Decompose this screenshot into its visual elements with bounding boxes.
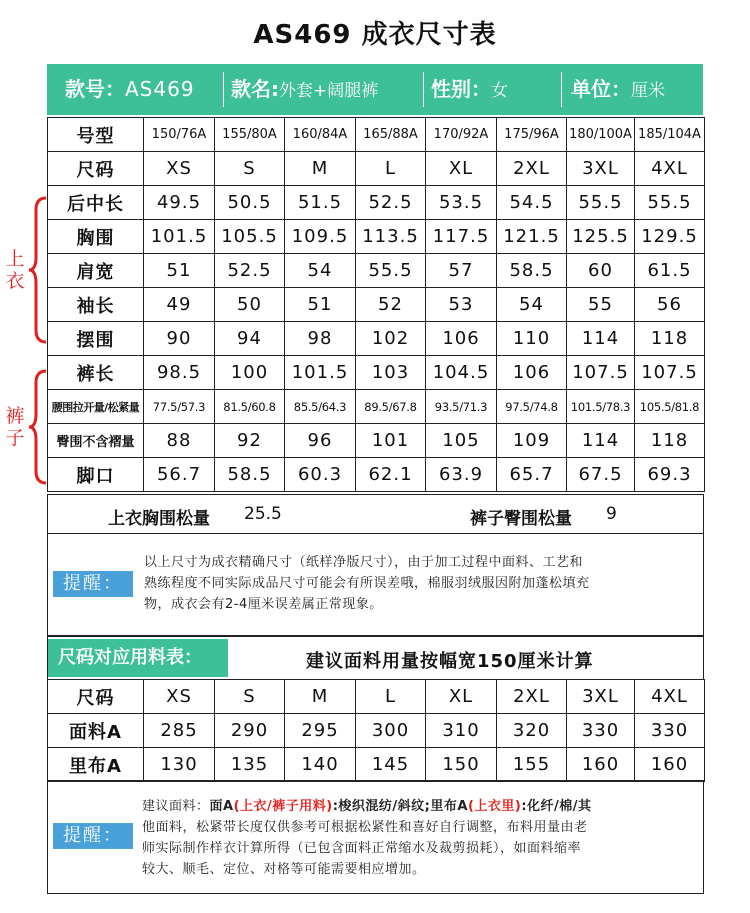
size-cell: 88	[144, 424, 215, 458]
fabric-row	[48, 748, 705, 782]
size-cell: 118	[635, 424, 705, 458]
unit-value: 厘米	[631, 81, 665, 101]
fabric-cell: 2XL	[497, 680, 567, 714]
fabric-cell: 320	[497, 714, 567, 748]
fabric-cell: M	[285, 680, 356, 714]
size-row	[48, 322, 705, 356]
fabric-cell: 330	[567, 714, 635, 748]
row-label: 肩宽	[48, 254, 144, 288]
size-cell: 101.5	[285, 356, 356, 390]
size-cell: 49	[144, 288, 215, 322]
row-label: 后中长	[48, 186, 144, 220]
text-span: 建议面料：	[142, 799, 210, 814]
fabric-note: 建议面料用量按幅宽150厘米计算	[306, 651, 594, 672]
size-cell: 93.5/71.3	[426, 390, 497, 424]
pants-ease-label: 裤子臀围松量	[470, 509, 572, 529]
size-cell: 105	[426, 424, 497, 458]
style-number-label: 款号：	[65, 77, 125, 101]
size-cell: 58.5	[215, 458, 285, 492]
top-ease-label: 上衣胸围松量	[108, 509, 210, 529]
size-row	[48, 458, 705, 492]
unit	[571, 64, 665, 115]
fabric-cell: 135	[215, 748, 285, 782]
row-label: 脚口	[48, 458, 144, 492]
style-name	[231, 64, 378, 115]
size-cell: 53	[426, 288, 497, 322]
fabric-cell: 285	[144, 714, 215, 748]
reminder-text-2	[142, 796, 702, 880]
size-cell: 97.5/74.8	[497, 390, 567, 424]
fabric-cell: S	[215, 680, 285, 714]
size-cell: 98	[285, 322, 356, 356]
size-cell: 52	[356, 288, 426, 322]
size-cell: 52.5	[215, 254, 285, 288]
size-cell: 121.5	[497, 220, 567, 254]
pants-brace	[28, 368, 48, 486]
size-cell: 175/96A	[497, 118, 567, 152]
size-cell: 2XL	[497, 152, 567, 186]
text-span: 面A	[209, 799, 234, 814]
size-cell: 81.5/60.8	[215, 390, 285, 424]
reminder-line: 物，成衣会有2-4厘米误差属正常现象。	[144, 597, 383, 612]
fabric-cell: XS	[144, 680, 215, 714]
size-cell: L	[356, 152, 426, 186]
row-label: 尺码	[48, 152, 144, 186]
gender-value: 女	[491, 81, 508, 101]
pants-side-label: 裤 子	[5, 405, 25, 449]
size-cell: 113.5	[356, 220, 426, 254]
row-label: 里布A	[48, 748, 144, 782]
gender-label: 性别：	[431, 77, 491, 101]
size-cell: 3XL	[567, 152, 635, 186]
size-cell: 89.5/67.8	[356, 390, 426, 424]
fabric-cell: L	[356, 680, 426, 714]
size-row	[48, 152, 705, 186]
size-row	[48, 118, 705, 152]
size-cell: 102	[356, 322, 426, 356]
size-cell: 62.1	[356, 458, 426, 492]
fabric-cell: 3XL	[567, 680, 635, 714]
size-cell: 55.5	[356, 254, 426, 288]
size-cell: 101.5	[144, 220, 215, 254]
reminder-tag-2: 提醒：	[53, 823, 133, 849]
reminder-line: 熟练程度不同实际成品尺寸可能会有所误差哦，棉服羽绒服因附加蓬松填充	[144, 576, 590, 591]
top-brace	[28, 195, 48, 345]
style-number-value: AS469	[125, 77, 195, 101]
size-row	[48, 424, 705, 458]
size-cell: 56.7	[144, 458, 215, 492]
reminder-box-2	[47, 780, 704, 894]
size-row	[48, 254, 705, 288]
size-cell: 63.9	[426, 458, 497, 492]
size-cell: 55	[567, 288, 635, 322]
size-cell: 185/104A	[635, 118, 705, 152]
pants-ease-value: 9	[606, 504, 617, 524]
text-span: (上衣/裤子用料)	[233, 799, 333, 814]
reminder-tag-1: 提醒：	[53, 571, 133, 597]
row-label: 腰围拉开量/松紧量	[48, 390, 144, 424]
size-cell: 118	[635, 322, 705, 356]
size-cell: 54	[285, 254, 356, 288]
row-label: 摆围	[48, 322, 144, 356]
style-name-label: 款名:	[231, 77, 279, 101]
fabric-table-tag: 尺码对应用料表：	[48, 639, 228, 677]
size-cell: XL	[426, 152, 497, 186]
reminder-line: 师实际制作样衣计算所得（已包含面料正常缩水及裁剪损耗），如面料缩率	[142, 841, 582, 856]
fabric-cell: 300	[356, 714, 426, 748]
size-cell: 96	[285, 424, 356, 458]
row-label: 号型	[48, 118, 144, 152]
text-span: :梭织混纺/斜纹;里布A	[332, 799, 468, 814]
gender	[431, 64, 508, 115]
size-cell: 56	[635, 288, 705, 322]
unit-label: 单位：	[571, 77, 631, 101]
row-label: 臀围不含褶量	[48, 424, 144, 458]
size-cell: 114	[567, 424, 635, 458]
row-label: 尺码	[48, 680, 144, 714]
size-cell: 180/100A	[567, 118, 635, 152]
size-cell: 101	[356, 424, 426, 458]
size-cell: 67.5	[567, 458, 635, 492]
size-cell: 90	[144, 322, 215, 356]
ease-row	[47, 494, 704, 534]
size-cell: 109	[497, 424, 567, 458]
fabric-table	[47, 679, 705, 782]
size-cell: 53.5	[426, 186, 497, 220]
size-cell: 155/80A	[215, 118, 285, 152]
size-cell: 104.5	[426, 356, 497, 390]
size-cell: 106	[426, 322, 497, 356]
size-row	[48, 220, 705, 254]
row-label: 袖长	[48, 288, 144, 322]
style-number	[65, 64, 195, 115]
size-cell: 49.5	[144, 186, 215, 220]
row-label: 胸围	[48, 220, 144, 254]
size-cell: 77.5/57.3	[144, 390, 215, 424]
reminder-line	[142, 796, 702, 817]
row-label: 面料A	[48, 714, 144, 748]
size-cell: 107.5	[567, 356, 635, 390]
size-cell: 114	[567, 322, 635, 356]
fabric-header-row	[47, 636, 704, 680]
fabric-cell: 160	[567, 748, 635, 782]
size-cell: 55.5	[567, 186, 635, 220]
size-cell: 57	[426, 254, 497, 288]
fabric-cell: XL	[426, 680, 497, 714]
size-cell: 100	[215, 356, 285, 390]
reminder-line: 以上尺寸为成衣精确尺寸（纸样净版尺寸），由于加工过程中面料、工艺和	[144, 555, 584, 570]
page-title: AS469 成衣尺寸表	[253, 20, 497, 50]
size-cell: 51	[285, 288, 356, 322]
size-cell: 54.5	[497, 186, 567, 220]
size-cell: 105.5	[215, 220, 285, 254]
size-cell: 51	[144, 254, 215, 288]
size-cell: 69.3	[635, 458, 705, 492]
top-ease-value: 25.5	[244, 504, 282, 524]
fabric-cell: 145	[356, 748, 426, 782]
size-cell: 101.5/78.3	[567, 390, 635, 424]
size-cell: 107.5	[635, 356, 705, 390]
reminder-text-1	[144, 552, 700, 615]
size-cell: 165/88A	[356, 118, 426, 152]
fabric-cell: 290	[215, 714, 285, 748]
size-cell: 109.5	[285, 220, 356, 254]
fabric-row	[48, 714, 705, 748]
reminder-box-1	[47, 533, 704, 636]
size-cell: 94	[215, 322, 285, 356]
size-cell: 4XL	[635, 152, 705, 186]
fabric-cell: 295	[285, 714, 356, 748]
size-cell: 50	[215, 288, 285, 322]
size-cell: 110	[497, 322, 567, 356]
size-row	[48, 186, 705, 220]
fabric-cell: 4XL	[635, 680, 705, 714]
fabric-cell: 310	[426, 714, 497, 748]
size-cell: 117.5	[426, 220, 497, 254]
size-row	[48, 356, 705, 390]
fabric-cell: 155	[497, 748, 567, 782]
size-cell: 61.5	[635, 254, 705, 288]
size-cell: 58.5	[497, 254, 567, 288]
size-row	[48, 288, 705, 322]
size-cell: 50.5	[215, 186, 285, 220]
size-cell: 54	[497, 288, 567, 322]
reminder-line: 较大、顺毛、定位、对格等可能需要相应增加。	[142, 862, 426, 877]
fabric-cell: 140	[285, 748, 356, 782]
size-cell: 92	[215, 424, 285, 458]
size-cell: 52.5	[356, 186, 426, 220]
fabric-cell: 160	[635, 748, 705, 782]
style-name-value: 外套+阔腿裤	[279, 81, 379, 101]
reminder-line: 他面料，松紧带长度仅供参考可根据松紧性和喜好自行调整，布料用量由老	[142, 820, 588, 835]
size-table	[47, 117, 705, 492]
top-side-label: 上 衣	[5, 248, 25, 292]
size-cell: 125.5	[567, 220, 635, 254]
size-cell: 55.5	[635, 186, 705, 220]
text-span: (上衣里)	[467, 799, 522, 814]
size-cell: 105.5/81.8	[635, 390, 705, 424]
size-cell: 160/84A	[285, 118, 356, 152]
size-cell: 98.5	[144, 356, 215, 390]
size-cell: S	[215, 152, 285, 186]
size-cell: 129.5	[635, 220, 705, 254]
row-label: 裤长	[48, 356, 144, 390]
size-cell: 106	[497, 356, 567, 390]
size-cell: M	[285, 152, 356, 186]
size-cell: 60.3	[285, 458, 356, 492]
size-cell: 170/92A	[426, 118, 497, 152]
size-cell: 103	[356, 356, 426, 390]
fabric-cell: 330	[635, 714, 705, 748]
size-cell: 60	[567, 254, 635, 288]
size-cell: 85.5/64.3	[285, 390, 356, 424]
fabric-cell: 130	[144, 748, 215, 782]
size-cell: 51.5	[285, 186, 356, 220]
text-span: :化纤/棉/其	[521, 799, 592, 814]
header-bar	[47, 64, 703, 115]
size-cell: 65.7	[497, 458, 567, 492]
size-cell: 150/76A	[144, 118, 215, 152]
size-row	[48, 390, 705, 424]
size-cell: XS	[144, 152, 215, 186]
fabric-cell: 150	[426, 748, 497, 782]
fabric-row	[48, 680, 705, 714]
